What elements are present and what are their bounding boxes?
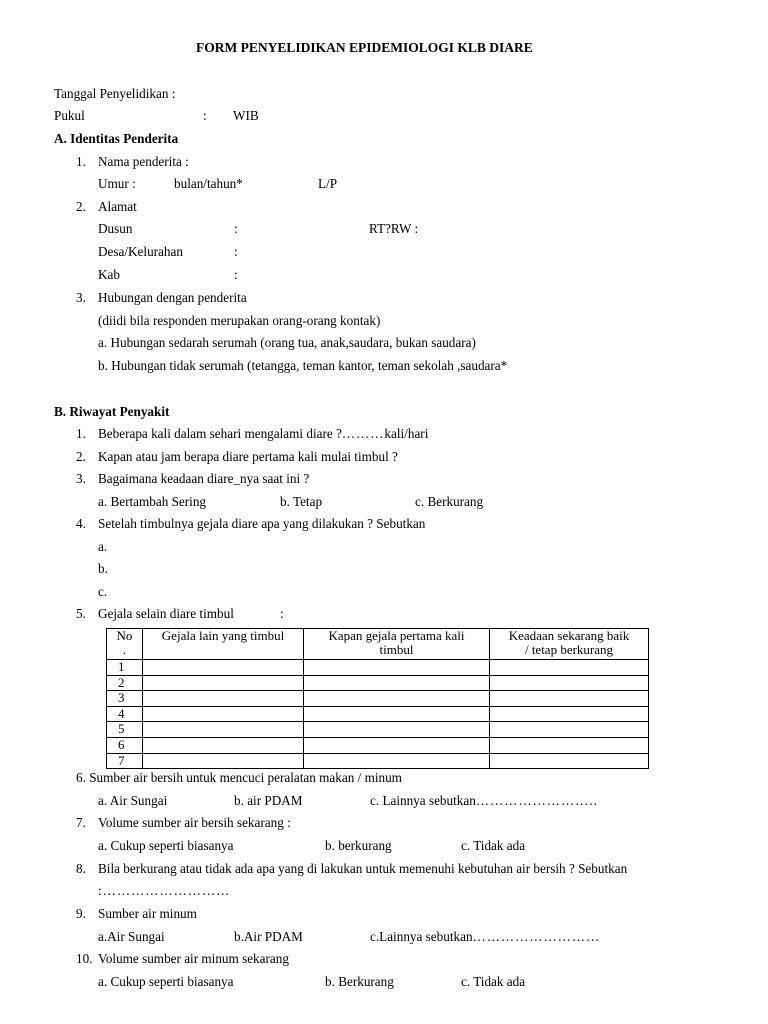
b-q4-text: Setelah timbulnya gejala diare apa yang dilakukan ? Sebutkan: [98, 516, 426, 531]
b-q6-option-b: b. air PDAM: [234, 793, 303, 808]
table-cell[interactable]: [304, 675, 490, 691]
b-q6-option-c: [370, 793, 598, 809]
b-q6-blank: ……………………..: [475, 793, 598, 808]
a-q1-number: 1.: [76, 154, 86, 169]
b-q3-option-a: a. Bertambah Sering: [98, 494, 207, 509]
table-cell[interactable]: [143, 660, 304, 676]
rtrw-label: RT?RW :: [369, 221, 419, 236]
table-cell[interactable]: [304, 753, 490, 769]
table-row-number: 3: [107, 691, 143, 707]
table-header-no-text: No .: [116, 628, 133, 658]
b-q3-option-c: c. Berkurang: [415, 494, 484, 509]
b-q10-option-c: c. Tidak ada: [461, 974, 526, 989]
table-cell[interactable]: [490, 691, 649, 707]
b-q4-line-b: b.: [98, 561, 108, 576]
b-q7-option-a: a. Cukup seperti biasanya: [98, 838, 234, 853]
b-q9-option-b: b.Air PDAM: [234, 929, 303, 944]
table-header-no: [107, 629, 143, 660]
pukul-label: Pukul: [54, 108, 85, 123]
pukul-colon: :: [203, 108, 207, 123]
table-cell[interactable]: [143, 691, 304, 707]
b-q9-option-c-label: c.Lainnya sebutkan: [370, 929, 473, 944]
b-q4-line-a: a.: [98, 539, 108, 554]
b-q5-colon: :: [280, 606, 284, 621]
hubungan-note: (diidi bila responden merupakan orang-orang kontak): [98, 313, 381, 328]
table-cell[interactable]: [304, 691, 490, 707]
b-q7-option-c: c. Tidak ada: [461, 838, 526, 853]
table-cell[interactable]: [143, 675, 304, 691]
table-row: [107, 722, 649, 738]
hubungan-option-b: b. Hubungan tidak serumah (tetangga, teman kantor, teman sekolah ,saudara*: [98, 358, 508, 373]
dusun-colon: :: [234, 221, 238, 236]
symptoms-table: [106, 628, 649, 769]
hubungan-label: Hubungan dengan penderita: [98, 290, 247, 305]
b-q1-blank: ………: [341, 426, 385, 441]
alamat-label: Alamat: [98, 199, 137, 214]
b-q6-option-a: a. Air Sungai: [98, 793, 168, 808]
nama-penderita-label: Nama penderita :: [98, 154, 189, 169]
table-row: [107, 753, 649, 769]
b-q10-text: Volume sumber air minum sekarang: [98, 951, 289, 966]
table-cell[interactable]: [490, 722, 649, 738]
b-q8-number: 8.: [76, 861, 86, 876]
table-cell[interactable]: [304, 722, 490, 738]
table-header-gejala-text: Gejala lain yang timbul: [161, 628, 285, 643]
table-cell[interactable]: [304, 706, 490, 722]
table-row-number: 1: [107, 660, 143, 676]
table-row-number: 2: [107, 675, 143, 691]
b-q1-question: Beberapa kali dalam sehari mengalami diare ?: [98, 426, 342, 441]
table-row: [107, 706, 649, 722]
b-q8-text: Bila berkurang atau tidak ada apa yang di lakukan untuk memenuhi kebutuhan air bersih ? Sebutkan: [98, 861, 628, 876]
table-row: [107, 737, 649, 753]
a-q3-number: 3.: [76, 290, 86, 305]
table-row-number: 7: [107, 753, 143, 769]
section-b-heading: B. Riwayat Penyakit: [54, 404, 170, 419]
table-header-kapan-text: Kapan gejala pertama kali timbul: [328, 628, 465, 658]
b-q10-option-a: a. Cukup seperti biasanya: [98, 974, 234, 989]
table-row-number: 6: [107, 737, 143, 753]
table-cell[interactable]: [143, 722, 304, 738]
b-q6-text: 6. Sumber air bersih untuk mencuci peralatan makan / minum: [76, 770, 402, 785]
table-cell[interactable]: [490, 753, 649, 769]
b-q5-number: 5.: [76, 606, 86, 621]
b-q2-text: Kapan atau jam berapa diare pertama kali mulai timbul ?: [98, 449, 398, 464]
umur-unit: bulan/tahun*: [174, 176, 243, 191]
b-q2-number: 2.: [76, 449, 86, 464]
table-row-number: 4: [107, 706, 143, 722]
a-q2-number: 2.: [76, 199, 86, 214]
b-q8-blank: :………………………: [98, 883, 231, 898]
dusun-label: Dusun: [98, 221, 133, 236]
b-q7-number: 7.: [76, 815, 86, 830]
sex-label: L/P: [318, 176, 338, 191]
b-q9-option-c: [370, 929, 600, 945]
table-cell[interactable]: [143, 706, 304, 722]
b-q9-number: 9.: [76, 906, 86, 921]
table-cell[interactable]: [490, 660, 649, 676]
kab-colon: :: [234, 267, 238, 282]
b-q3-text: Bagaimana keadaan diare_nya saat ini ?: [98, 471, 310, 486]
table-cell[interactable]: [490, 675, 649, 691]
table-cell[interactable]: [304, 737, 490, 753]
b-q9-blank: ………………………: [472, 929, 601, 944]
table-row-number: 5: [107, 722, 143, 738]
table-header-row: [107, 629, 649, 660]
b-q3-number: 3.: [76, 471, 86, 486]
desa-kelurahan-label: Desa/Kelurahan: [98, 244, 183, 259]
form-title: FORM PENYELIDIKAN EPIDEMIOLOGI KLB DIARE: [196, 40, 533, 55]
b-q10-number: 10.: [76, 951, 93, 966]
b-q1-text: [98, 426, 428, 442]
b-q9-option-a: a.Air Sungai: [98, 929, 165, 944]
hubungan-option-a: a. Hubungan sedarah serumah (orang tua, anak,saudara, bukan saudara): [98, 335, 476, 350]
table-cell[interactable]: [143, 737, 304, 753]
b-q7-option-b: b. berkurang: [325, 838, 392, 853]
b-q1-number: 1.: [76, 426, 86, 441]
umur-label: Umur :: [98, 176, 136, 191]
kab-label: Kab: [98, 267, 120, 282]
table-header-gejala: [143, 629, 304, 660]
b-q1-unit: kali/hari: [384, 426, 429, 441]
table-header-keadaan-text: Keadaan sekarang baik / tetap berkurang: [508, 628, 630, 658]
table-cell[interactable]: [143, 753, 304, 769]
table-row: [107, 660, 649, 676]
b-q3-option-b: b. Tetap: [280, 494, 323, 509]
b-q9-text: Sumber air minum: [98, 906, 197, 921]
table-row: [107, 691, 649, 707]
section-a-heading: A. Identitas Penderita: [54, 131, 179, 146]
tanggal-penyelidikan-label: Tanggal Penyelidikan :: [54, 86, 176, 101]
desa-colon: :: [234, 244, 238, 259]
table-header-keadaan: [490, 629, 649, 660]
table-cell[interactable]: [490, 706, 649, 722]
table-row: [107, 675, 649, 691]
table-cell[interactable]: [304, 660, 490, 676]
b-q4-line-c: c.: [98, 584, 108, 599]
b-q7-text: Volume sumber air bersih sekarang :: [98, 815, 291, 830]
b-q5-text: Gejala selain diare timbul: [98, 606, 234, 621]
table-header-kapan: [304, 629, 490, 660]
b-q6-option-c-label: c. Lainnya sebutkan: [370, 793, 476, 808]
b-q4-number: 4.: [76, 516, 86, 531]
pukul-unit: WIB: [233, 108, 259, 123]
table-cell[interactable]: [490, 737, 649, 753]
b-q10-option-b: b. Berkurang: [325, 974, 394, 989]
